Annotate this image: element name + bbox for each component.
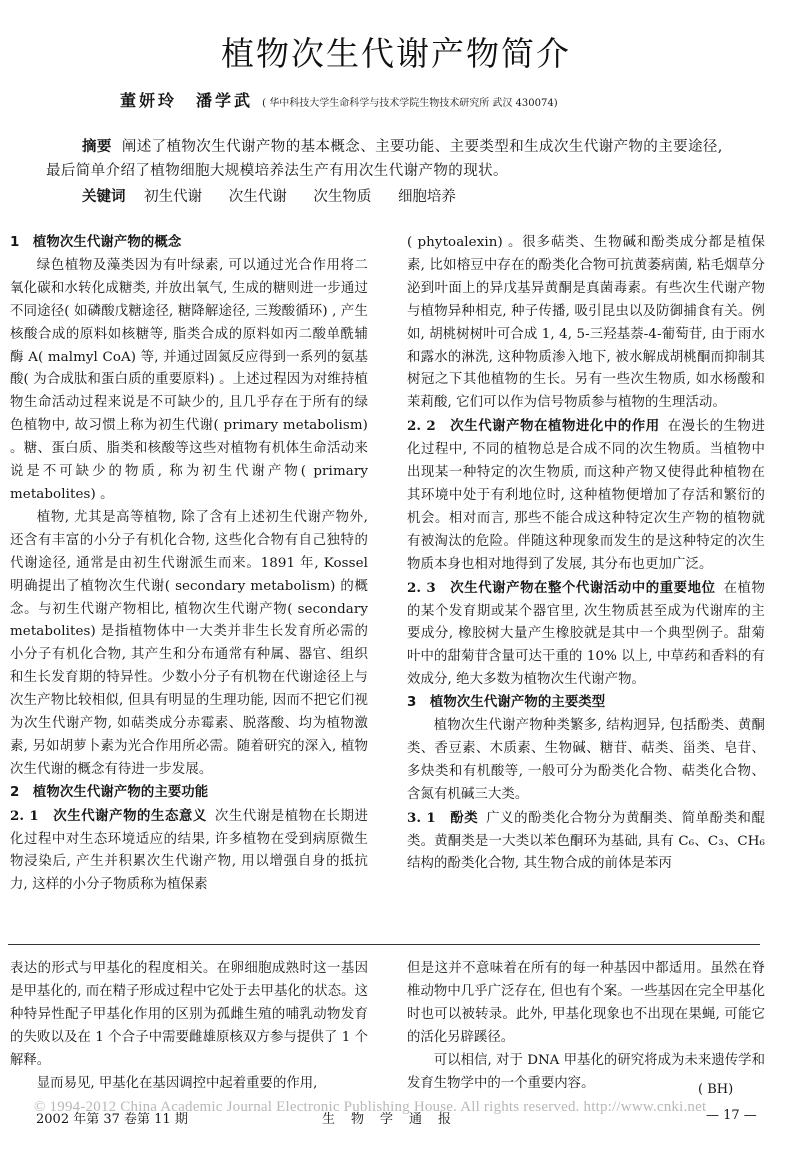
paragraph: 表达的形式与甲基化的程度相关。在卵细胞成熟时这一基因是甲基化的, 而在精子形成过程中它处于去甲基化的状态。这种特异性配子甲基化作用的区别为孤雌生殖的哺乳动物发育的失败以及在 1 个合子中需要雌雄原核双方参与提供了 1 个解释。 xyxy=(10,961,368,1068)
editor-initials: ( BH) xyxy=(698,1082,734,1097)
keyword: 次生代谢 xyxy=(228,189,287,205)
section-heading-1: 1 植物次生代谢产物的概念 xyxy=(10,235,182,250)
subsection-text: 广义的酚类化合物分为黄酮类、简单酚类和醌类。黄酮类是一大类以苯色酮环为基础, 具有 C₆、C₃、CH₆ 结构的酚类化合物, 其生物合成的前体是苯丙 xyxy=(407,810,765,872)
keywords xyxy=(82,185,478,206)
subsection-text: 在植物的某个发育期或某个器官里, 次生物质甚至成为代谢库的主要成分, 橡胶树大量产生橡胶就是其中一个典型例子。甜菊叶中的甜菊苷含量可达干重的 10% 以上, 中草药和香料的有效成分, 绝大多数为植物次生代谢产物。 xyxy=(407,580,765,688)
right-column xyxy=(407,232,765,876)
abstract xyxy=(46,135,742,183)
issue-info: 2002 年第 37 卷第 11 期 xyxy=(36,1112,188,1127)
author-line xyxy=(120,88,558,111)
paragraph xyxy=(407,807,765,877)
subsection-text: 次生代谢是植物在长期进化过程中对生态环境适应的结果, 许多植物在受到病原微生物浸染后, 产生并积累次生代谢产物, 用以增强自身的抵抗力, 这样的小分子物质称为植保素 xyxy=(10,808,368,893)
paragraph: 可以相信, 对于 DNA 甲基化的研究将成为未来遗传学和发育生物学中的一个重要内容。 xyxy=(407,1052,765,1091)
abstract-label: 摘要 xyxy=(82,139,112,155)
keyword: 初生代谢 xyxy=(144,189,203,205)
paragraph: 显而易见, 甲基化在基因调控中起着重要的作用, xyxy=(36,1075,318,1091)
authors: 董妍玲 潘学武 xyxy=(120,91,254,110)
keywords-label: 关键词 xyxy=(82,189,126,205)
subsection-text: 在漫长的生物进化过程中, 不同的植物总是合成不同的次生物质。当植物中出现某一种特定的次生物质, 而这种产物又使得此种植物在其环境中处于有利地位时, 这种植物便增加了存活和繁衍的机会。相对而言, 那些不能合成这种特定次生产物的植物就有被淘汰的危险。伴随这种现象而发生的是这种特定的次生物质本身也相对地得到了发展, 其分布也更加广泛。 xyxy=(407,419,765,572)
subsection-label: 2. 1 次生代谢产物的生态意义 xyxy=(10,807,207,824)
paragraph: 植物, 尤其是高等植物, 除了含有上述初生代谢产物外, 还含有丰富的小分子有机化合物, 这些化合物有自己独特的代谢途径, 通常是由初生代谢派生而来。1891 年, Kossel 明确提出了植物次生代谢( secondary metabolism) 的概念。与初生代谢产物相比, 植物次生代谢产物( secondary metabolites) 是指植物体中一大类并非生长发育所必需的小分子有机化合物, 其产生和分布通常有种属、器官、组织和生长发育期的特异性。少数小分子有机物在代谢途径上与次生产物比较相似, 但具有明显的生理功能, 因而不把它们视为次生代谢产物, 如萜类成分赤霉素、脱落酸、均为植物激素, 另如胡萝卜素为光合作用所必需。随着研究的深入, 植物次生代谢的概念有待进一步发展。 xyxy=(10,509,368,777)
keyword: 细胞培养 xyxy=(397,189,456,205)
paragraph xyxy=(407,577,765,693)
paragraph xyxy=(10,805,368,898)
bottom-right-column xyxy=(407,958,765,1095)
bottom-left-column xyxy=(10,958,368,1095)
section-heading-2: 2 植物次生代谢产物的主要功能 xyxy=(10,784,209,800)
abstract-text: 阐述了植物次生代谢产物的基本概念、主要功能、主要类型和生成次生代谢产物的主要途径, 最后简单介绍了植物细胞大规模培养法生产有用次生代谢产物的现状。 xyxy=(46,139,723,179)
keyword: 次生物质 xyxy=(313,189,372,205)
subsection-label: 2. 2 次生代谢产物在植物进化中的作用 xyxy=(407,418,660,435)
journal-name: 生物学通报 xyxy=(322,1112,468,1127)
copyright-watermark: © 1994-2012 China Academic Journal Electronic Publishing House. All rights reserved. http://www.cnki.net xyxy=(34,1099,707,1115)
section-heading-3: 3 植物次生代谢产物的主要类型 xyxy=(407,695,606,711)
left-column xyxy=(10,232,368,897)
paragraph: 植物次生代谢产物种类繁多, 结构迥异, 包括酚类、黄酮类、香豆素、木质素、生物碱、糖苷、萜类、甾类、皂苷、多炔类和有机酸等, 一般可分为酚类化合物、萜类化合物、含氮有机碱三大类。 xyxy=(407,718,765,802)
paragraph: ( phytoalexin) 。很多萜类、生物碱和酚类成分都是植保素, 比如榕豆中存在的酚类化合物可抗黄萎病菌, 粘毛烟草分泌到叶面上的异戊基异黄酮是真菌毒素。有些次生代谢产物与植物异种相克, 种子传播, 吸引昆虫以及防御捕食有关。例如, 胡桃树树叶可合成 1, 4, 5-三羟基萘-4-葡萄苷, 由于雨水和露水的淋洗, 这种物质渗入地下, 被水解成胡桃酮而抑制其树冠之下其他植物的生长。另有一些次生物质, 如水杨酸和茉莉酸, 它们可以作为信号物质参与植物的生理活动。 xyxy=(407,235,765,411)
subsection-label: 3. 1 酚类 xyxy=(407,809,479,826)
paragraph: 但是这并不意味着在所有的每一种基因中都适用。虽然在脊椎动物中几乎广泛存在, 但也有个案。一些基因在完全甲基化时也可以被转录。此外, 甲基化现象也不出现在果蝇, 可能它的活化另辟蹊径。 xyxy=(407,961,765,1045)
affiliation: ( 华中科技大学生命科学与技术学院生物技术研究所 武汉 430074) xyxy=(262,98,558,109)
paper-title: 植物次生代谢产物简介 xyxy=(221,34,571,73)
section-divider xyxy=(8,944,760,945)
paragraph: 绿色植物及藻类因为有叶绿素, 可以通过光合作用将二氧化碳和水转化成糖类, 并放出氧气, 生成的糖则进一步通过不同途径( 如磷酸戊糖途径, 糖降解途径, 三羧酸循环) , 产生核酸合成的原料如核糖等, 脂类合成的原料如丙二酸单酰辅酶 A( malmyl CoA) 等, 并通过固氮反应得到一系列的氨基酸( 为合成肽和蛋白质的重要原料) 。上述过程因为对维持植物生命活动过程来说是不可缺少的, 且几乎存在于所有的绿色植物中, 故习惯上称为初生代谢( primary metabolism) 。糖、蛋白质、脂类和核酸等这些对植物有机体生命活动来说是不可缺少的物质, 称为初生代谢产物( primary metabolites) 。 xyxy=(10,257,368,502)
subsection-label: 2. 3 次生代谢产物在整个代谢活动中的重要地位 xyxy=(407,579,716,596)
page-number: — 17 — xyxy=(706,1108,757,1123)
paragraph xyxy=(407,415,765,576)
